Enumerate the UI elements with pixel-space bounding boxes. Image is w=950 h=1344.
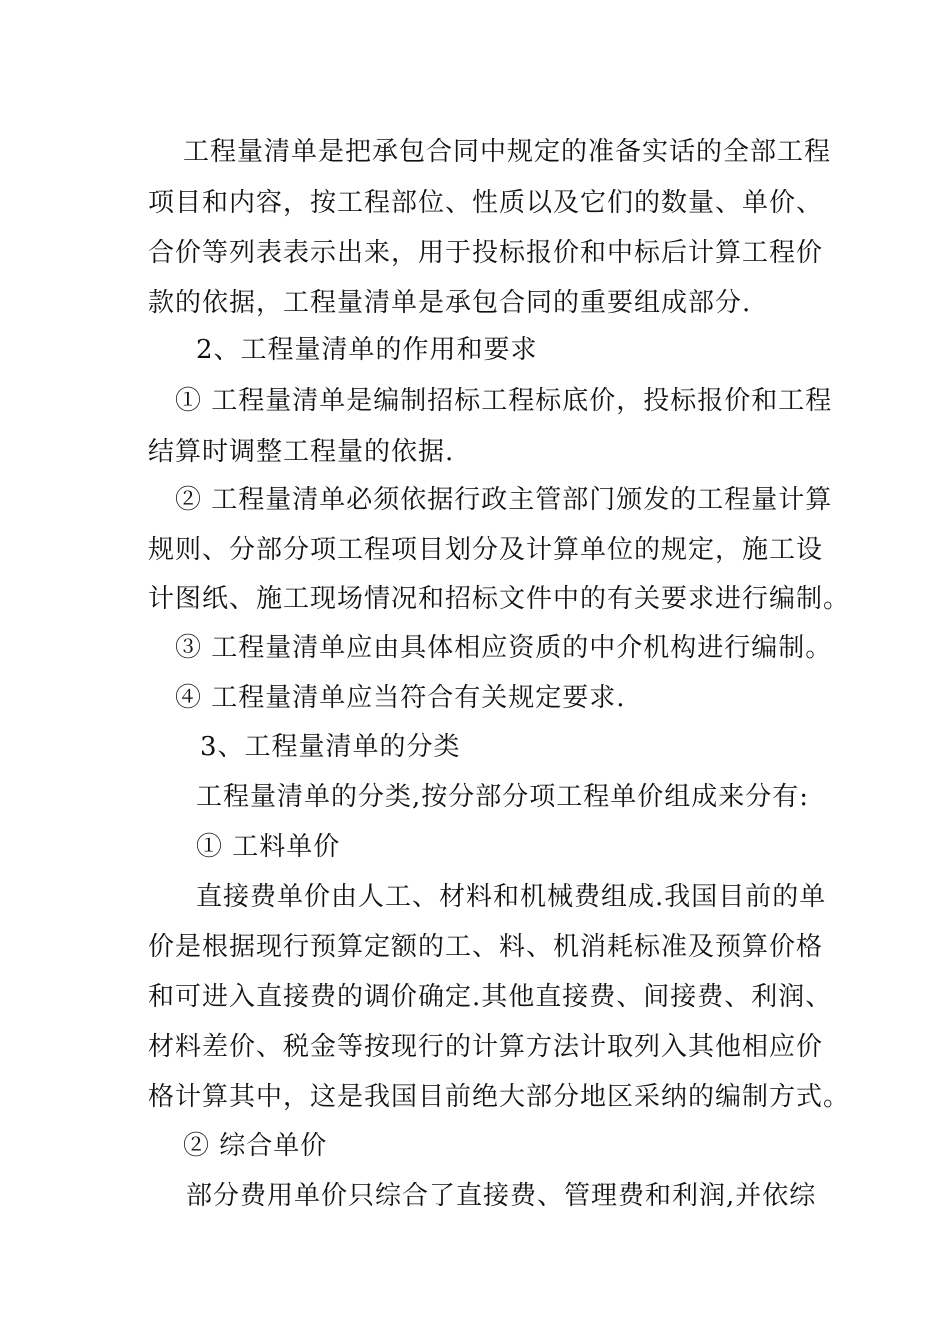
- item-1-line-2: 结算时调整工程量的依据.: [148, 437, 455, 467]
- subheading-labor-material-unit-price: ① 工料单价: [196, 832, 341, 862]
- subheading-comprehensive-unit-price: ② 综合单价: [183, 1131, 328, 1161]
- paragraph-1-line-3: 合价等列表表示出来，用于投标报价和中标后计算工程价: [148, 238, 824, 268]
- item-3: ③ 工程量清单应由具体相应资质的中介机构进行编制。: [175, 633, 833, 663]
- item-1-line-1: ① 工程量清单是编制招标工程标底价，投标报价和工程: [175, 386, 833, 416]
- item-2-line-2: 规则、分部分项工程项目划分及计算单位的规定，施工设: [148, 535, 824, 565]
- paragraph-sub1-line-2: 价是根据现行预算定额的工、料、机消耗标准及预算价格: [148, 932, 824, 962]
- paragraph-sub1-line-5: 格计算其中，这是我国目前绝大部分地区采纳的编制方式。: [148, 1082, 851, 1112]
- section-heading-3: 3、工程量清单的分类: [200, 732, 461, 762]
- item-2-line-3: 计图纸、施工现场情况和招标文件中的有关要求进行编制。: [148, 584, 851, 614]
- item-4: ④ 工程量清单应当符合有关规定要求.: [175, 683, 626, 713]
- paragraph-1-line-2: 项目和内容，按工程部位、性质以及它们的数量、单价、: [148, 188, 824, 218]
- paragraph-sub1-line-3: 和可进入直接费的调价确定.其他直接费、间接费、利润、: [148, 982, 833, 1012]
- paragraph-sub1-line-4: 材料差价、税金等按现行的计算方法计取列入其他相应价: [148, 1032, 824, 1062]
- item-2-line-1: ② 工程量清单必须依据行政主管部门颁发的工程量计算: [175, 485, 833, 515]
- paragraph-1-line-4: 款的依据，工程量清单是承包合同的重要组成部分.: [148, 288, 752, 318]
- paragraph-1-line-1: 工程量清单是把承包合同中规定的准备实话的全部工程: [183, 137, 832, 167]
- classification-intro: 工程量清单的分类,按分部分项工程单价组成来分有:: [196, 782, 810, 812]
- paragraph-sub2-line-1: 部分费用单价只综合了直接费、管理费和利润,并依综: [186, 1181, 817, 1211]
- paragraph-sub1-line-1: 直接费单价由人工、材料和机械费组成.我国目前的单: [196, 882, 827, 912]
- section-heading-2: 2、工程量清单的作用和要求: [196, 335, 538, 365]
